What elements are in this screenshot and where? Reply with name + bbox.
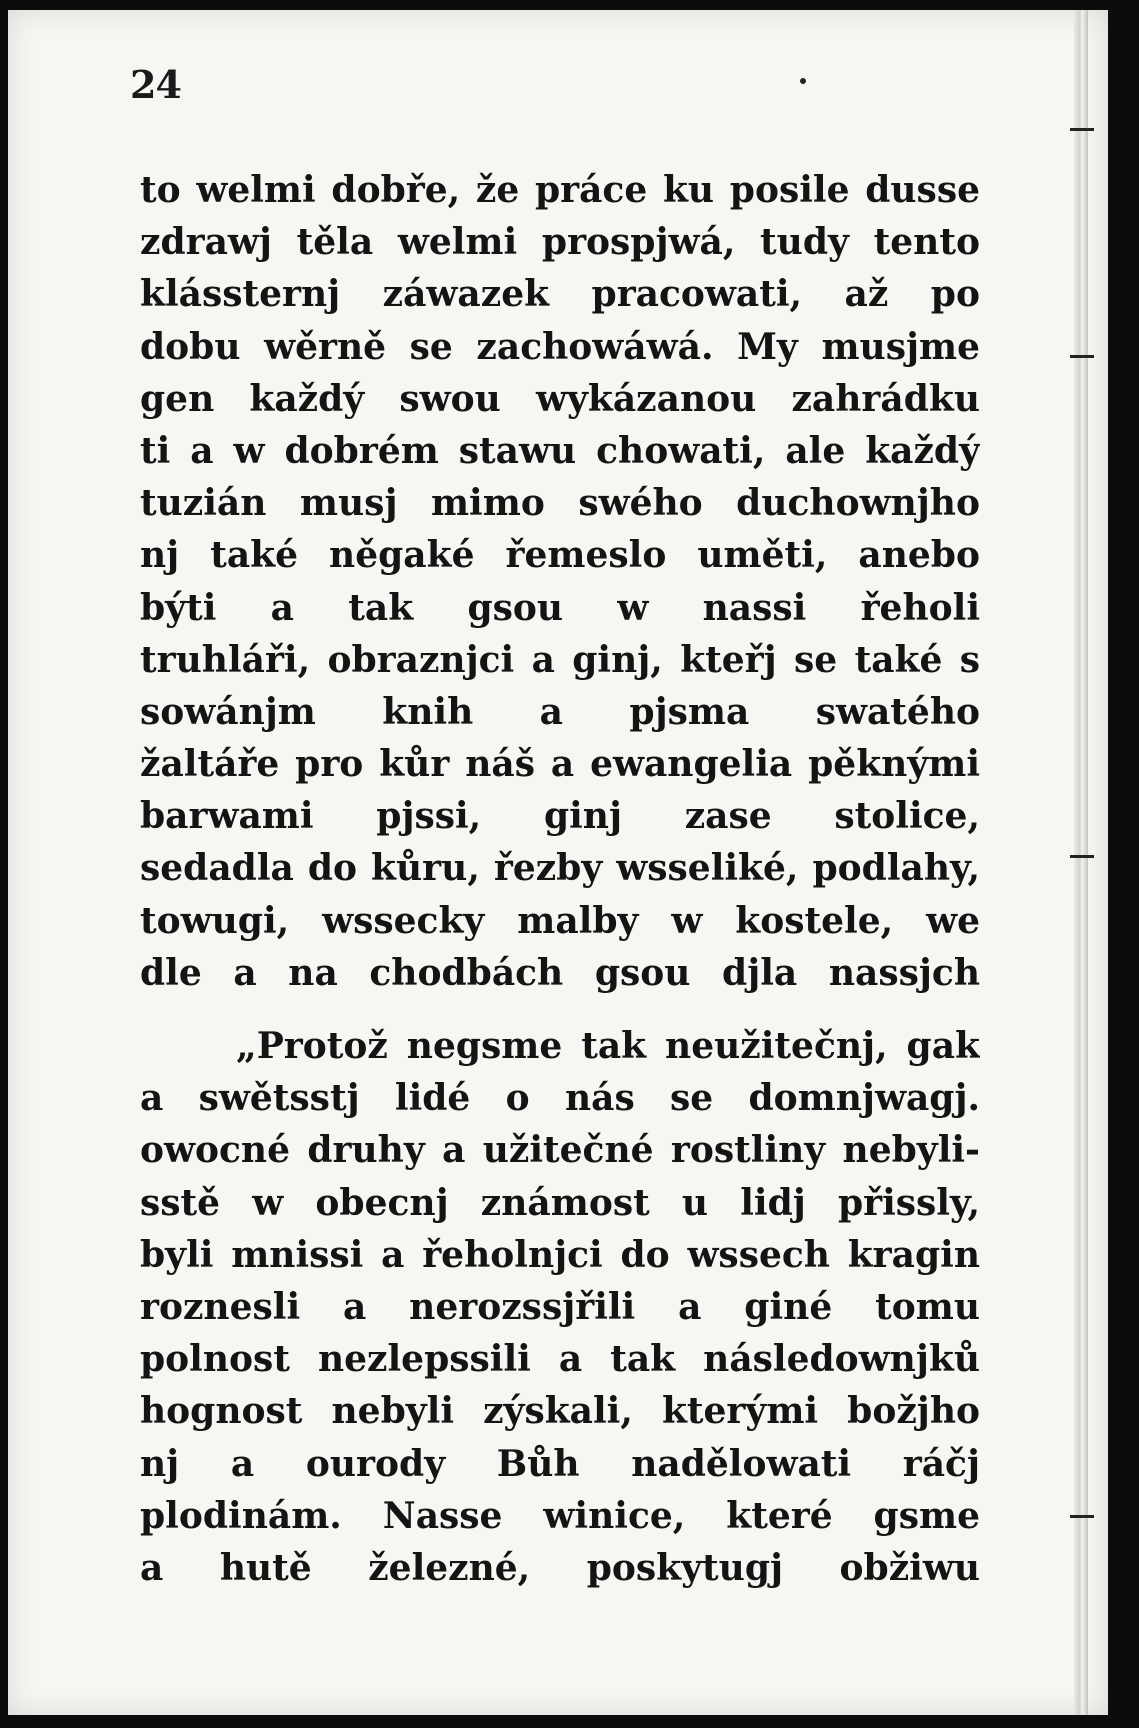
text-line: býti a tak gsou w nassi řeholi — [140, 586, 980, 629]
text-line: „Protož negsme tak neužitečnj, gak — [236, 1025, 980, 1067]
text-line: nj a ourody Bůh nadělowati ráčj — [140, 1442, 980, 1485]
text-line: zdrawj těla welmi prospjwá, tudy tento — [140, 221, 980, 264]
text-line: barwami pjssi, ginj zase stolice, — [140, 795, 980, 838]
edge-mark — [1070, 1515, 1094, 1518]
edge-mark — [1070, 355, 1094, 358]
paragraph-2 — [140, 1020, 980, 1594]
page-edge — [1074, 10, 1088, 1715]
text-line: hognost nebyli zýskali, kterými božjho — [140, 1390, 980, 1433]
text-line: sedadla do kůru, řezby wsseliké, podlahy, — [140, 847, 980, 890]
text-line: plodinám. Nasse winice, které gsme — [140, 1494, 980, 1537]
edge-mark — [1070, 855, 1094, 858]
text-line: to welmi dobře, že práce ku posile dusse — [140, 169, 980, 211]
text-line: sowánjm knih a pjsma swatého — [140, 690, 980, 733]
text-line: a swětsstj lidé o nás se domnjwagj. — [140, 1077, 980, 1120]
book-page — [8, 10, 1108, 1715]
text-line: dobu wěrně se zachowáwá. My musjme — [140, 325, 980, 368]
text-line: žaltáře pro kůr náš a ewangelia pěknými — [140, 743, 980, 786]
paragraph-1 — [140, 164, 980, 999]
page-number: 24 — [130, 62, 181, 107]
text-line: roznesli a nerozssjřili a giné tomu — [140, 1285, 980, 1328]
text-line: tuzián musj mimo swého duchownjho — [140, 482, 980, 525]
text-line: nj také něgaké řemeslo uměti, anebo — [140, 534, 980, 577]
text-line: gen každý swou wykázanou zahrádku — [140, 377, 980, 420]
text-line: owocné druhy a užitečné rostliny nebyli- — [140, 1129, 980, 1172]
text-line: klássternj záwazek pracowati, až po — [140, 273, 980, 316]
edge-mark — [1070, 128, 1094, 131]
text-line: dle a na chodbách gsou djla nassjch — [140, 951, 980, 994]
ink-speck — [800, 78, 806, 84]
text-line: polnost nezlepssili a tak následownjků — [140, 1338, 980, 1381]
text-line: a hutě železné, poskytugj obžiwu — [140, 1546, 980, 1589]
text-line: sstě w obecnj známost u lidj přissly, — [140, 1181, 980, 1224]
text-line: truhláři, obraznjci a ginj, kteřj se také s — [140, 638, 980, 681]
text-line: ti a w dobrém stawu chowati, ale každý — [140, 429, 980, 472]
text-line: towugi, wssecky malby w kostele, we — [140, 899, 980, 942]
text-line: byli mnissi a řeholnjci do wssech kragin — [140, 1233, 980, 1276]
